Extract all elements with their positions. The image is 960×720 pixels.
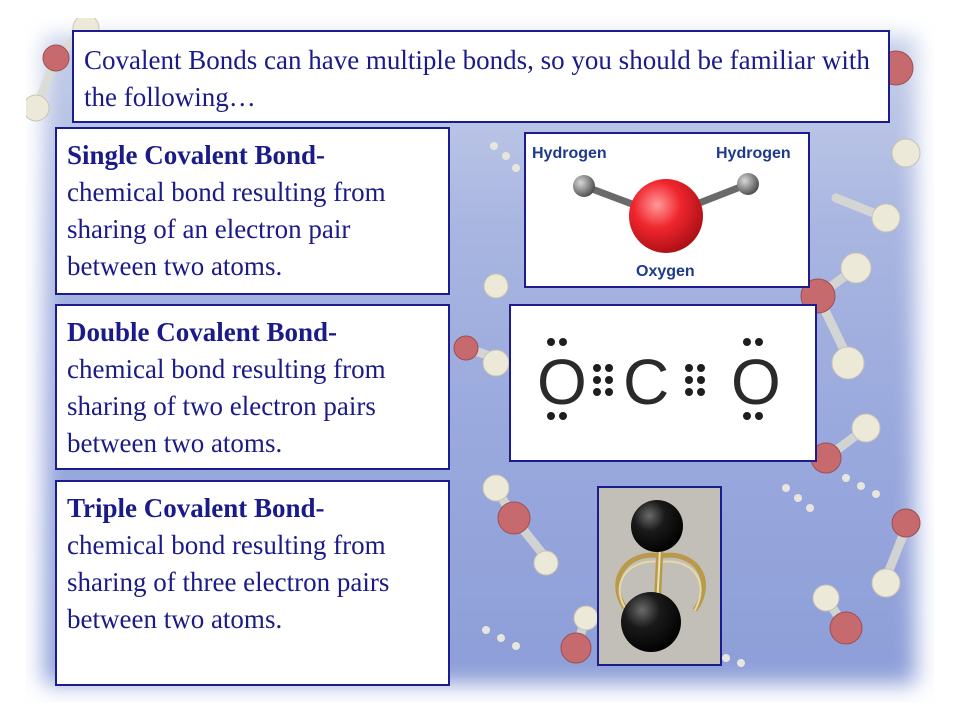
double-bond-term: Double Covalent Bond- xyxy=(67,317,338,347)
single-bond-box xyxy=(55,127,450,295)
single-bond-term: Single Covalent Bond- xyxy=(67,140,326,170)
hydrogen-label-left: Hydrogen xyxy=(532,145,607,162)
hydrogen-atom-right xyxy=(737,173,759,195)
intro-text-box xyxy=(72,30,890,123)
nitrogen-atom-bottom xyxy=(621,592,681,652)
co2-oxygen-left: O xyxy=(537,346,587,418)
double-bond-definition: chemical bond resulting from sharing of two electron pairs between two atoms. xyxy=(67,354,386,458)
co2-lewis-structure-image xyxy=(509,304,817,462)
n2-triple-bond-model-image xyxy=(597,486,722,666)
triple-bond-box xyxy=(55,480,450,686)
oxygen-label: Oxygen xyxy=(636,263,695,280)
nitrogen-atom-top xyxy=(631,500,683,552)
intro-text: Covalent Bonds can have multiple bonds, so you should be familiar with the following… xyxy=(84,45,870,112)
oxygen-atom xyxy=(629,179,703,253)
co2-carbon: C xyxy=(623,346,670,418)
water-molecule-image xyxy=(524,132,810,288)
hydrogen-atom-left xyxy=(573,175,595,197)
single-bond-definition: chemical bond resulting from sharing of an electron pair between two atoms. xyxy=(67,177,386,281)
co2-oxygen-right: O xyxy=(731,346,781,418)
double-bond-box xyxy=(55,304,450,470)
triple-bond-definition: chemical bond resulting from sharing of three electron pairs between two atoms. xyxy=(67,530,390,634)
triple-bond-term: Triple Covalent Bond- xyxy=(67,493,325,523)
hydrogen-label-right: Hydrogen xyxy=(716,145,791,162)
